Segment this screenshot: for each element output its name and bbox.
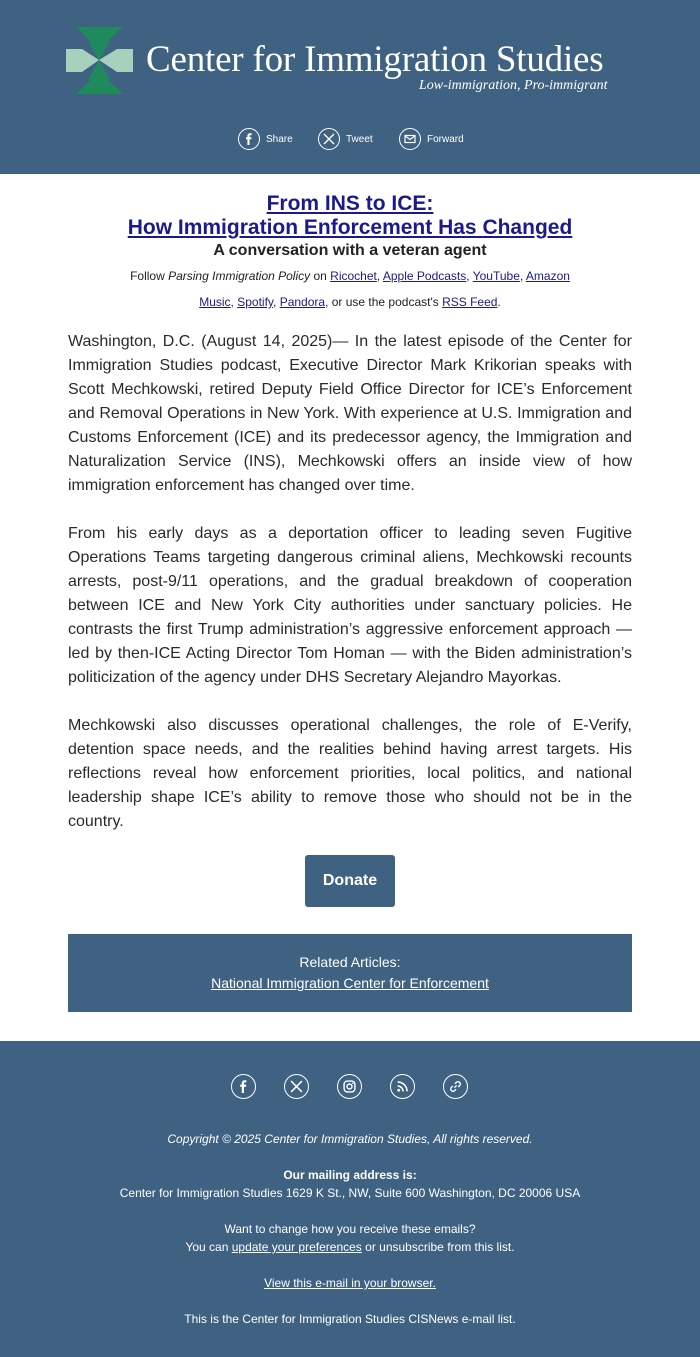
forward-label: Forward (427, 133, 464, 145)
email-footer (0, 1041, 700, 1357)
facebook-icon[interactable] (231, 1074, 256, 1099)
social-links (231, 1074, 471, 1100)
podcast-name: Parsing Immigration Policy (168, 269, 311, 283)
mailing-address-heading: Our mailing address is: (283, 1168, 417, 1182)
x-icon (318, 128, 340, 150)
article-subtitle: A conversation with a veteran agent (213, 242, 487, 259)
article-paragraph-1: Washington, D.C. (August 14, 2025)— In the latest episode of the Center for Immigration Studies podcast, Executive Director Mark Krikorian speaks with Scott Mechkowski, retired Deputy Field Office Director for ICE’s Enforcement and Removal Operations in New York. With experience at U.S. Immigration and Customs Enforcement (ICE) and its predecessor agency, the Immigration and Naturalization Service (INS), Mechkowski offers an inside view of how immigration enforcement has changed over time. (68, 333, 632, 494)
preferences-line: You can update your preferences or unsubscribe from this list. (185, 1240, 515, 1254)
youtube-link[interactable]: YouTube (472, 269, 520, 283)
article-title-line2[interactable]: How Immigration Enforcement Has Changed (127, 216, 573, 239)
article-paragraph-3: Mechkowski also discusses operational challenges, the role of E-Verify, detention space needs, and the realities behind having arrest targets. His reflections reveal how enforcement priorities, local politics, and national leadership shape ICE’s ability to remove those who should not be in the country. (68, 717, 632, 830)
related-articles-box (68, 934, 632, 1012)
share-bar (0, 126, 700, 152)
amazon-music-link[interactable]: Amazon Music (199, 269, 570, 309)
brand-name: Center for Immigration Studies (146, 39, 604, 80)
email-content (0, 174, 700, 1041)
pandora-link[interactable]: Pandora (279, 295, 326, 309)
tweet-label: Tweet (346, 133, 373, 145)
follow-line: Follow Parsing Immigration Policy on Ricochet, Apple Podcasts, YouTube, Amazon Music, Spotify, Pandora, or use the podcast's RSS Feed. (130, 269, 570, 309)
facebook-icon (238, 128, 260, 150)
change-emails-question: Want to change how you receive these emails? (224, 1222, 476, 1236)
brand-tagline: Low-immigration, Pro-immigrant (419, 78, 608, 93)
view-in-browser-line (0, 1276, 700, 1290)
rss-icon[interactable] (390, 1074, 415, 1099)
copyright-text: Copyright © 2025 Center for Immigration Studies, All rights reserved. (167, 1132, 533, 1146)
cis-logo-icon (66, 27, 133, 94)
ricochet-link[interactable]: Ricochet (330, 269, 377, 283)
article-paragraph-2: From his early days as a deportation officer to leading seven Fugitive Operations Teams targeting dangerous criminal aliens, Mechkowski recounts arrests, post-9/11 operations, and the gradual breakdown of cooperation between ICE and New York City authorities under sanctuary policies. He contrasts the first Trump administration’s aggressive enforcement approach — led by then-ICE Acting Director Tom Homan — with the Biden administration’s politicization of the agency under DHS Secretary Alejandro Mayorkas. (68, 525, 632, 686)
email-header (0, 0, 700, 174)
tweet-button[interactable] (318, 126, 373, 152)
mailing-address: Center for Immigration Studies 1629 K St., NW, Suite 600 Washington, DC 20006 USA (119, 1186, 581, 1200)
instagram-icon[interactable] (337, 1074, 362, 1099)
share-label: Share (266, 133, 293, 145)
rss-feed-link[interactable]: RSS Feed (442, 295, 498, 309)
list-note: This is the Center for Immigration Studies CISNews e-mail list. (184, 1312, 516, 1326)
forward-button[interactable] (399, 126, 464, 152)
spotify-link[interactable]: Spotify (237, 295, 274, 309)
link-icon[interactable] (443, 1074, 468, 1099)
share-facebook-button[interactable] (238, 126, 293, 152)
x-icon[interactable] (284, 1074, 309, 1099)
view-in-browser-link[interactable]: View this e-mail in your browser. (264, 1276, 436, 1290)
update-preferences-link[interactable]: update your preferences (231, 1240, 362, 1254)
apple-podcasts-link[interactable]: Apple Podcasts (382, 269, 467, 283)
article-title-line1[interactable]: From INS to ICE: (266, 192, 434, 215)
donate-button[interactable]: Donate (305, 855, 395, 907)
related-article-link[interactable]: National Immigration Center for Enforcement (211, 975, 489, 991)
email-icon (399, 128, 421, 150)
related-articles-label: Related Articles: (299, 954, 401, 970)
